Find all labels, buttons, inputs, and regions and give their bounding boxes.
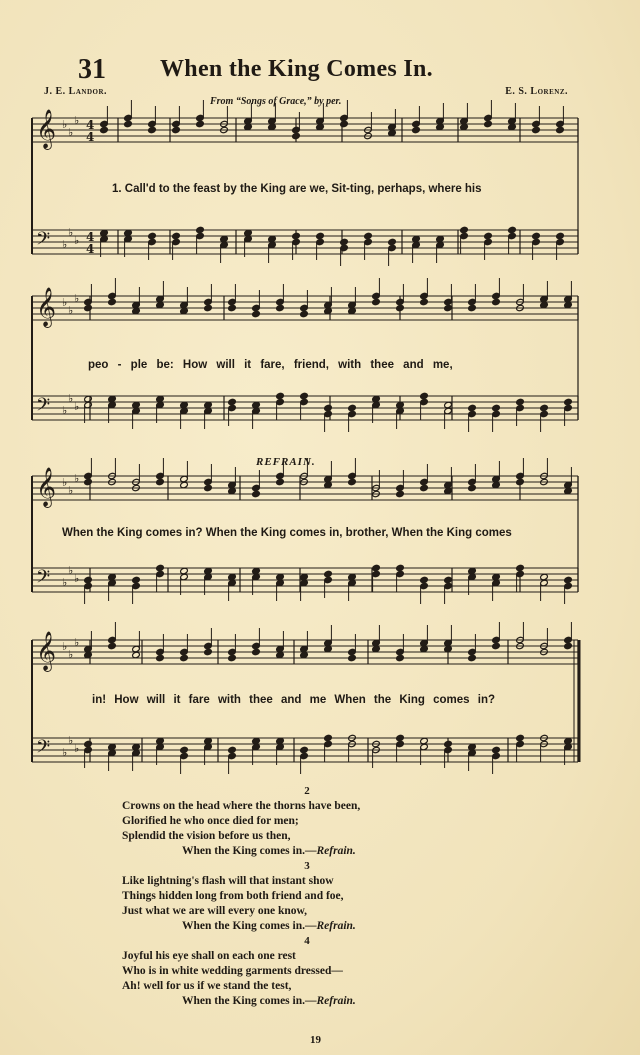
note-head: [412, 126, 421, 133]
note-head: [468, 484, 477, 491]
verse-closing: [122, 919, 492, 934]
flat-icon: ♭: [74, 572, 80, 585]
note-head: [204, 484, 213, 491]
note-head: [540, 404, 549, 411]
verse-line: Ah! well for us if we stand the test,: [122, 980, 292, 992]
note-head: [324, 570, 333, 577]
page-number: 19: [310, 1034, 321, 1046]
note-head: [108, 298, 117, 305]
verses-block: [122, 784, 492, 1009]
flat-icon: ♭: [68, 648, 74, 661]
note-head: [532, 126, 541, 133]
note-head: [484, 232, 493, 239]
note-head: [564, 398, 573, 405]
verse-number: 4: [304, 935, 310, 947]
note-head: [468, 654, 477, 661]
flat-icon: ♭: [62, 640, 68, 653]
note-head: [204, 648, 213, 655]
flat-icon: ♭: [68, 392, 74, 405]
flat-icon: ♭: [74, 472, 80, 485]
note-head: [300, 746, 309, 753]
bass-clef-icon: 𝄢: [36, 395, 51, 420]
note-head: [148, 126, 157, 133]
flat-icon: ♭: [68, 484, 74, 497]
note-head: [292, 232, 301, 239]
closing-text: When the King comes in.—: [182, 920, 317, 932]
flat-icon: ♭: [62, 404, 68, 417]
note-head: [276, 392, 285, 399]
refrain-label: REFRAIN.: [256, 456, 316, 468]
refrain-cue: Refrain.: [316, 995, 356, 1007]
note-head: [84, 478, 93, 485]
note-head: [156, 564, 165, 571]
source-credit: From “Songs of Grace,” by per.: [210, 96, 342, 107]
verse-line: Things hidden long from both friend and foe,: [122, 890, 344, 902]
note-head: [124, 120, 133, 127]
note-head: [324, 734, 333, 741]
author-credit: J. E. Landor.: [44, 86, 108, 97]
note-head: [396, 304, 405, 311]
treble-clef-icon: 𝄞: [36, 467, 57, 507]
verse-4: [122, 934, 492, 1009]
note-head: [300, 310, 309, 317]
note-head: [84, 740, 93, 747]
note-head: [340, 238, 349, 245]
note-head: [420, 484, 429, 491]
lyric-line-2: peo - ple be: How will it fare, friend, with thee and me,: [88, 359, 453, 371]
note-head: [460, 226, 469, 233]
note-head: [372, 298, 381, 305]
hymn-number: 31: [78, 54, 106, 85]
verse-line: Joyful his eye shall on each one rest: [122, 950, 296, 962]
note-head: [420, 298, 429, 305]
note-head: [300, 392, 309, 399]
closing-text: When the King comes in.—: [182, 995, 317, 1007]
verse-closing: [122, 994, 492, 1009]
flat-icon: ♭: [62, 476, 68, 489]
verse-line: Who is in white wedding garments dressed—: [122, 965, 343, 977]
note-head: [228, 304, 237, 311]
flat-icon: ♭: [74, 636, 80, 649]
note-head: [204, 304, 213, 311]
note-head: [564, 642, 573, 649]
flat-icon: ♭: [68, 734, 74, 747]
note-head: [516, 398, 525, 405]
note-head: [388, 238, 397, 245]
bass-clef-icon: 𝄢: [36, 737, 51, 762]
flat-icon: ♭: [74, 292, 80, 305]
note-head: [556, 232, 565, 239]
note-head: [396, 734, 405, 741]
refrain-cue: Refrain.: [316, 845, 356, 857]
note-head: [172, 126, 181, 133]
verse-number: 3: [304, 860, 310, 872]
flat-icon: ♭: [74, 114, 80, 127]
verse-number: 2: [304, 785, 310, 797]
note-head: [196, 226, 205, 233]
note-head: [252, 490, 261, 497]
note-head: [228, 398, 237, 405]
treble-clef-icon: 𝄞: [36, 287, 57, 327]
verse-line: Crowns on the head where the thorns have been,: [122, 800, 361, 812]
note-head: [84, 304, 93, 311]
verse-line: Like lightning's flash will that instant show: [122, 875, 334, 887]
lyric-line-4: in! How will it fare with thee and me When the King comes in?: [92, 694, 495, 706]
verse-3: [122, 859, 492, 934]
note-head: [348, 478, 357, 485]
note-head: [348, 654, 357, 661]
note-head: [516, 478, 525, 485]
flat-icon: ♭: [68, 126, 74, 139]
flat-icon: ♭: [62, 238, 68, 251]
note-head: [180, 746, 189, 753]
note-head: [276, 304, 285, 311]
time-signature: 4: [86, 230, 95, 244]
refrain-cue: Refrain.: [316, 920, 356, 932]
note-head: [468, 304, 477, 311]
note-head: [348, 404, 357, 411]
flat-icon: ♭: [68, 304, 74, 317]
note-head: [340, 120, 349, 127]
composer-credit: E. S. Lorenz.: [505, 86, 568, 97]
lyric-line-3: When the King comes in? When the King comes in, brother, When the King comes: [62, 527, 512, 539]
note-head: [156, 478, 165, 485]
note-head: [396, 654, 405, 661]
flat-icon: ♭: [74, 742, 80, 755]
flat-icon: ♭: [62, 296, 68, 309]
note-head: [364, 232, 373, 239]
verse-line: Just what we are will every one know,: [122, 905, 308, 917]
note-head: [556, 126, 565, 133]
note-head: [372, 564, 381, 571]
note-head: [148, 232, 157, 239]
treble-clef-icon: 𝄞: [36, 631, 57, 671]
flat-icon: ♭: [68, 226, 74, 239]
note-head: [508, 226, 517, 233]
note-head: [492, 746, 501, 753]
flat-icon: ♭: [74, 234, 80, 247]
bass-clef-icon: 𝄢: [36, 567, 51, 592]
note-head: [100, 126, 109, 133]
note-head: [276, 478, 285, 485]
note-head: [132, 576, 141, 583]
note-head: [156, 654, 165, 661]
flat-icon: ♭: [68, 564, 74, 577]
note-head: [180, 654, 189, 661]
bass-clef-icon: 𝄢: [36, 229, 51, 254]
note-head: [316, 232, 325, 239]
flat-icon: ♭: [62, 118, 68, 131]
note-head: [468, 404, 477, 411]
time-signature: 4: [86, 242, 95, 256]
note-head: [564, 576, 573, 583]
note-head: [252, 310, 261, 317]
flat-icon: ♭: [62, 576, 68, 589]
note-head: [396, 490, 405, 497]
note-head: [324, 404, 333, 411]
verse-closing: [122, 844, 492, 859]
note-head: [444, 740, 453, 747]
note-head: [228, 654, 237, 661]
note-head: [516, 564, 525, 571]
treble-clef-icon: 𝄞: [36, 109, 57, 149]
note-head: [252, 648, 261, 655]
note-head: [444, 304, 453, 311]
time-signature: 4: [86, 130, 95, 144]
note-head: [444, 576, 453, 583]
flat-icon: ♭: [62, 746, 68, 759]
verse-2: [122, 784, 492, 859]
note-head: [108, 642, 117, 649]
note-head: [196, 120, 205, 127]
time-signature: 4: [86, 118, 95, 132]
note-head: [532, 232, 541, 239]
note-head: [484, 120, 493, 127]
note-head: [292, 132, 301, 139]
note-head: [228, 746, 237, 753]
closing-text: When the King comes in.—: [182, 845, 317, 857]
flat-icon: ♭: [74, 400, 80, 413]
note-head: [516, 734, 525, 741]
note-head: [492, 404, 501, 411]
verse-line: Glorified he who once died for men;: [122, 815, 299, 827]
note-head: [420, 392, 429, 399]
note-head: [420, 576, 429, 583]
note-head: [84, 576, 93, 583]
hymn-title: When the King Comes In.: [160, 56, 433, 82]
lyric-line-1: 1. Call'd to the feast by the King are we, Sit-ting, perhaps, where his: [112, 183, 482, 195]
verse-line: Splendid the vision before us then,: [122, 830, 291, 842]
note-head: [172, 232, 181, 239]
note-head: [396, 564, 405, 571]
note-head: [492, 298, 501, 305]
note-head: [492, 642, 501, 649]
